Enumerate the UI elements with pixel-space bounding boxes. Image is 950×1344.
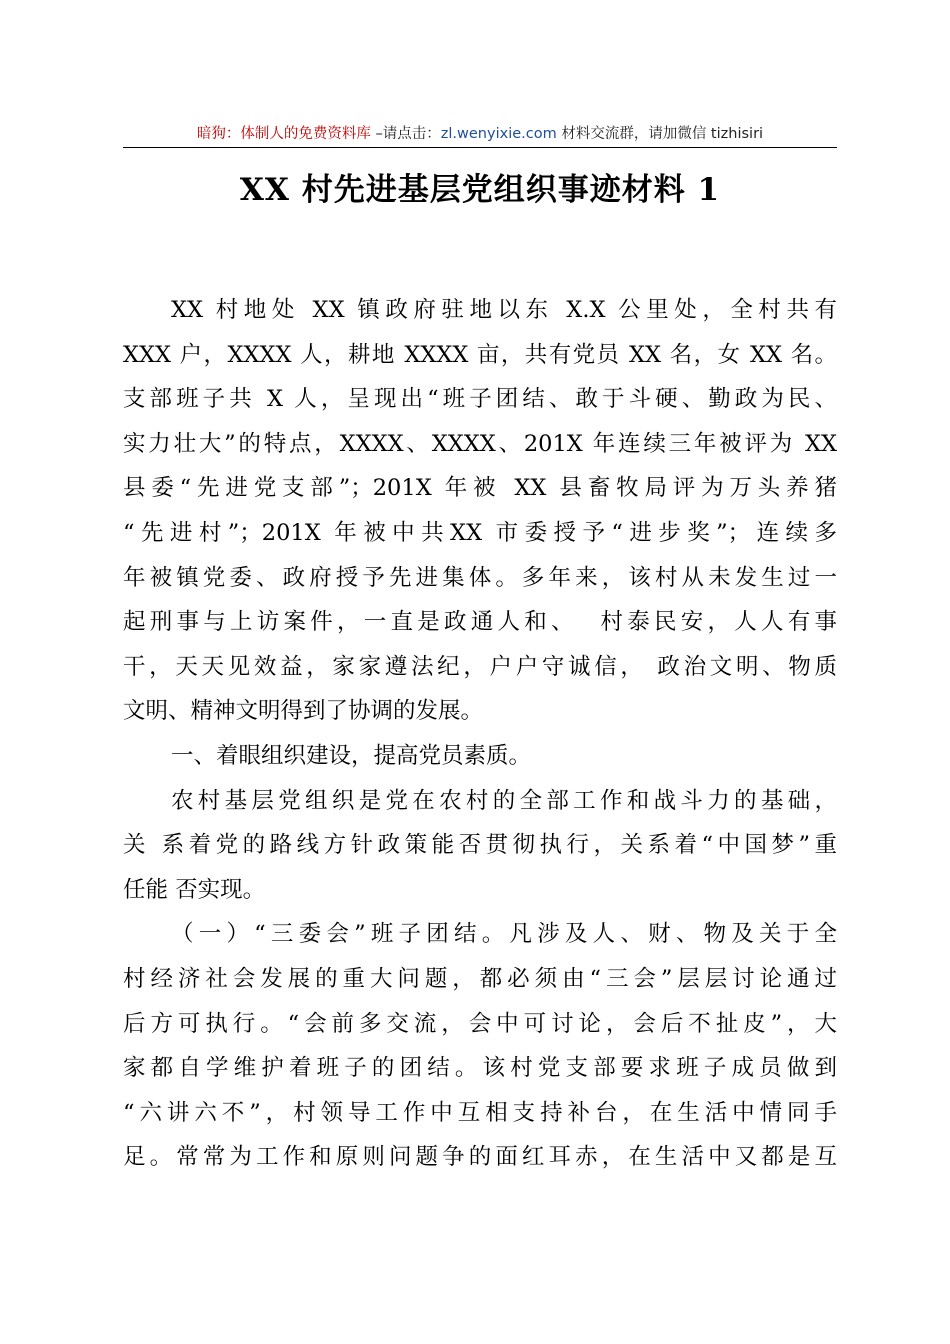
body-line-13: 关 系着党的路线方针政策能否贯彻执行，关系着“中国梦”重 xyxy=(123,832,837,859)
body-line-19: “六讲六不”，村领导工作中互相支持补台，在生活中情同手 xyxy=(123,1099,837,1126)
section-heading-1: 一、着眼组织建设，提高党员素质。 xyxy=(171,742,532,769)
body-line-20: 足。常常为工作和原则问题争的面红耳赤，在生活中又都是互 xyxy=(123,1144,837,1171)
page-header xyxy=(123,124,837,148)
body-line-6: “先进村”；201X 年被中共XX 市委授予“进步奖”；连续多 xyxy=(123,519,837,546)
document-title: XX 村先进基层党组织事迹材料 1 xyxy=(239,172,721,208)
body-line-16: 村经济社会发展的重大问题，都必须由“三会”层层讨论通过 xyxy=(123,965,837,992)
body-line-7: 年被镇党委、政府授予先进集体。多年来，该村从未发生过一 xyxy=(123,564,837,591)
body-line-18: 家都自学维护着班子的团结。该村党支部要求班子成员做到 xyxy=(123,1055,837,1082)
header-link[interactable]: zl.wenyixie.com xyxy=(440,126,557,142)
body-line-4: 实力壮大”的特点，XXXX、XXXX、201X 年连续三年被评为 XX xyxy=(123,430,837,457)
body-line-3: 支部班子共 X 人，呈现出“班子团结、敢于斗硬、勤政为民、 xyxy=(123,386,837,413)
document-body xyxy=(123,288,837,1180)
body-line-9: 干，天天见效益，家家遵法纪，户户守诚信， 政治文明、物质 xyxy=(123,653,837,680)
body-line-1: XX 村地处 XX 镇政府驻地以东 X.X 公里处，全村共有 xyxy=(171,297,837,323)
header-site-name: 暗狗：体制人的免费资料库 xyxy=(196,126,371,142)
body-line-5: 县委“先进党支部”；201X 年被 XX 县畜牧局评为万头养猪 xyxy=(123,475,837,502)
header-divider xyxy=(123,147,837,148)
body-line-14: 任能 否实现。 xyxy=(123,876,266,903)
header-wechat-note: 材料交流群，请加微信 tizhisiri xyxy=(556,126,764,142)
header-click-prompt: –请点击： xyxy=(370,126,441,142)
body-line-10: 文明、精神文明得到了协调的发展。 xyxy=(123,698,484,725)
body-line-8: 起刑事与上访案件，一直是政通人和、 村泰民安，人人有事 xyxy=(123,609,837,636)
body-line-12: 农村基层党组织是党在农村的全部工作和战斗力的基础， xyxy=(171,787,837,814)
body-line-2: XXX 户，XXXX 人，耕地 XXXX 亩，共有党员 XX 名，女 XX 名。 xyxy=(123,341,837,368)
body-line-17: 后方可执行。“会前多交流，会中可讨论，会后不扯皮”，大 xyxy=(123,1010,837,1037)
body-line-15: （一）“三委会”班子团结。凡涉及人、财、物及关于全 xyxy=(171,921,837,948)
